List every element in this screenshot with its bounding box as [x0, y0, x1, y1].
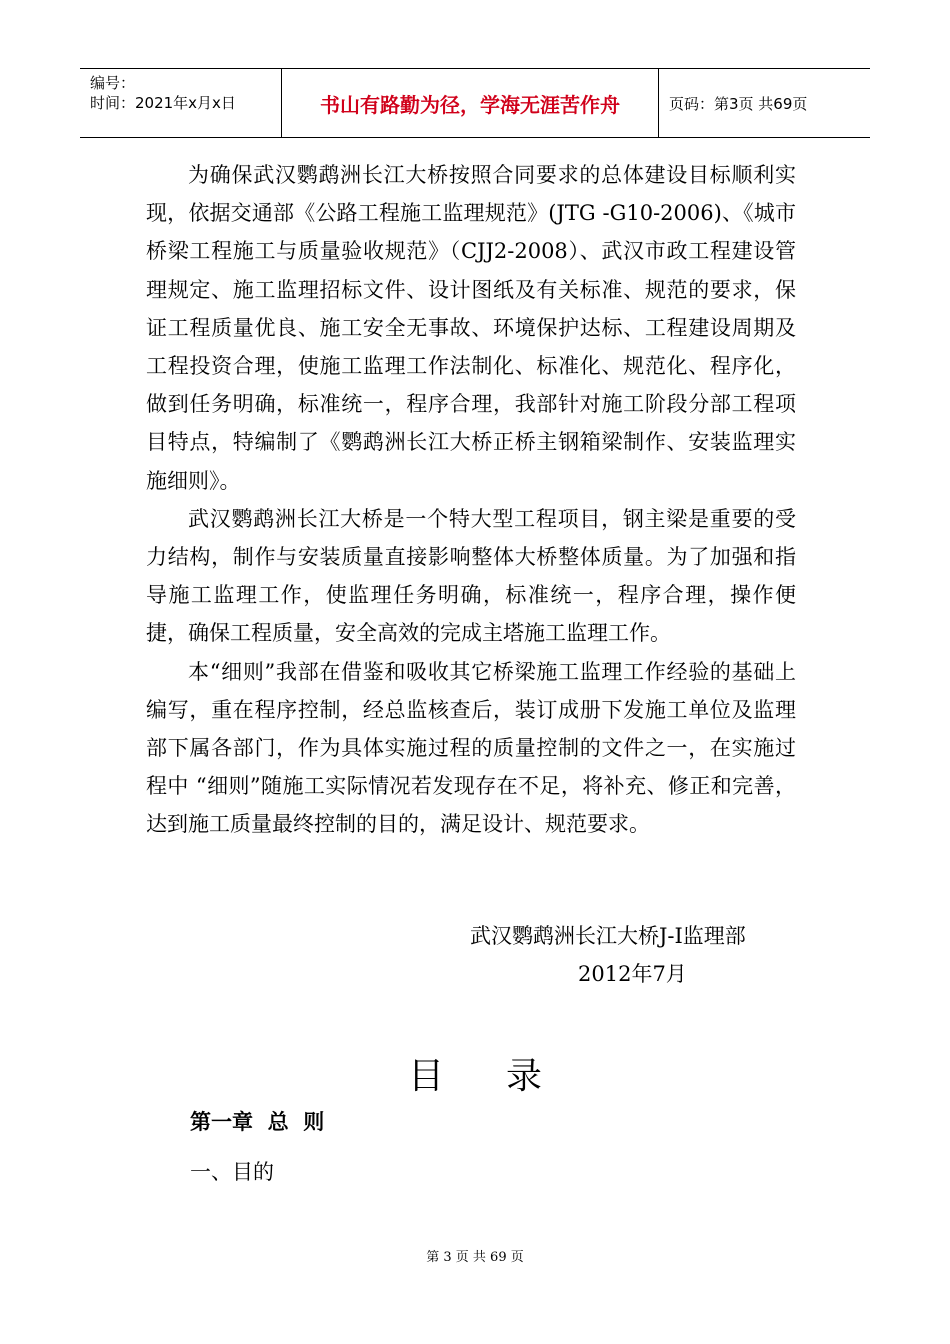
- signature-organization: 武汉鹦鹉洲长江大桥J-I监理部: [470, 924, 746, 948]
- page-footer: 第 3 页 共 69 页: [426, 1250, 524, 1265]
- paragraph-3: 本“细则”我部在借鉴和吸收其它桥梁施工监理工作经验的基础上编写，重在程序控制，经总监核查后，装订成册下发施工单位及监理部下属各部门，作为具体实施过程的质量控制的文件之一，在实施过程中 “细则”随施工实际情况若发现存在不足，将补充、修正和完善，达到施工质量最终控制的目的，满足设计、规范要求。: [146, 659, 796, 837]
- time-label: 时间：2021年x月x日: [90, 94, 236, 112]
- section-heading: 一、目的: [190, 1160, 274, 1184]
- paragraph-2: 武汉鹦鹉洲长江大桥是一个特大型工程项目，钢主梁是重要的受力结构，制作与安装质量直接影响整体大桥整体质量。为了加强和指导施工监理工作，使监理任务明确，标准统一，程序合理，操作便捷，确保工程质量，安全高效的完成主塔施工监理工作。: [146, 506, 796, 646]
- header-motto: 书山有路勤为径，学海无涯苦作舟: [282, 69, 659, 137]
- toc-title: 目录: [407, 1056, 604, 1097]
- signature-date: 2012年7月: [578, 962, 687, 986]
- paragraph-1: 为确保武汉鹦鹉洲长江大桥按照合同要求的总体建设目标顺利实现，依据交通部《公路工程施工监理规范》(JTG -G10-2006)、《城市桥梁工程施工与质量验收规范》（CJJ2-2008）、武汉市政工程建设管理规定、施工监理招标文件、设计图纸及有关标准、规范的要求，保证工程质量优良、施工安全无事故、环境保护达标、工程建设周期及工程投资合理，使施工监理工作法制化、标准化、规范化、程序化，做到任务明确，标准统一，程序合理，我部针对施工阶段分部工程项目特点，特编制了《鹦鹉洲长江大桥正桥主钢箱梁制作、安装监理实施细则》。: [146, 163, 796, 493]
- header-page-info: 页码：第3页 共69页: [669, 94, 808, 113]
- header-meta-cell: [80, 69, 282, 137]
- number-label: 编号：: [90, 74, 136, 92]
- chapter-heading: 第一章 总 则: [190, 1110, 325, 1134]
- toc-title-wrapper: [0, 1048, 950, 1099]
- body-text: [146, 156, 796, 844]
- document-header: [80, 68, 870, 138]
